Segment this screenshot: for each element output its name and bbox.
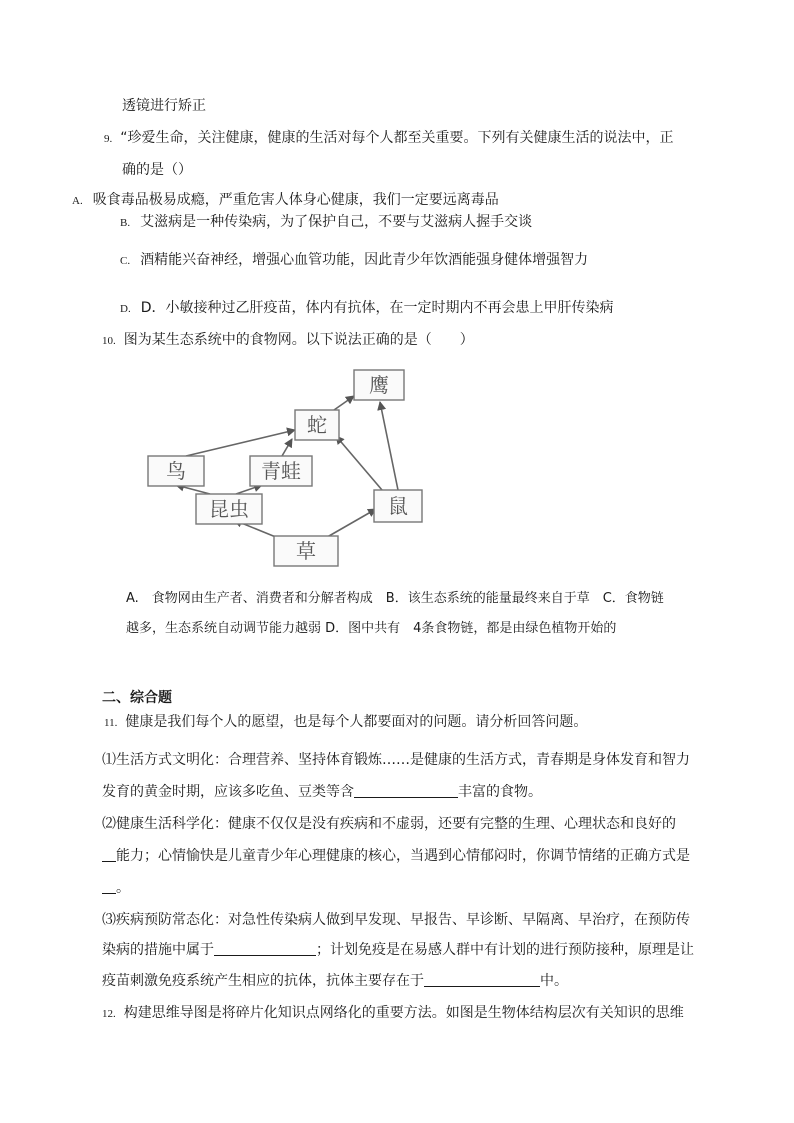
- q10-options-line2: 越多，生态系统自动调节能力越弱 D．图中共有 4条食物链，都是由绿色植物开始的: [126, 621, 617, 636]
- node-insect: 昆虫: [209, 497, 249, 521]
- section-title: 二、综合题: [102, 690, 172, 706]
- q11-blank-5[interactable]: [424, 972, 540, 987]
- node-snake: 蛇: [307, 413, 327, 437]
- q9-number: 9.: [104, 133, 113, 145]
- q9-option-b-label: B.: [120, 217, 131, 229]
- q9-option-d-text: D．小敏接种过乙肝疫苗，体内有抗体，在一定时期内不再会患上甲肝传染病: [140, 300, 614, 316]
- q11-p1-line2: [102, 782, 542, 802]
- q9-stem-line1: [104, 128, 674, 149]
- q9-option-a-text: 吸食毒品极易成瘾，严重危害人体身心健康，我们一定要远离毒品: [92, 192, 499, 208]
- q11-blank-2[interactable]: [102, 847, 116, 862]
- q9-option-a-label: A.: [72, 195, 83, 207]
- q11-blank-1[interactable]: [354, 783, 458, 798]
- q11-stem-text: 健康是我们每个人的愿望，也是每个人都要面对的问题。请分析回答问题。: [125, 714, 588, 730]
- node-frog: 青蛙: [261, 459, 301, 483]
- arrow-bird-to-snake: [186, 430, 295, 456]
- q9-option-c[interactable]: [120, 250, 588, 271]
- q11-p2-line1: ⑵健康生活科学化：健康不仅仅是没有疾病和不虚弱，还要有完整的生理、心理状态和良好的: [102, 816, 676, 832]
- q12-number: 12.: [102, 1008, 116, 1020]
- food-web-diagram: [140, 362, 440, 572]
- q11-stem-line: [104, 712, 587, 733]
- q9-option-b-text: 艾滋病是一种传染病，为了保护自己，不要与艾滋病人握手交谈: [140, 214, 533, 230]
- q11-p1-text-a: 发育的黄金时期，应该多吃鱼、豆类等含: [102, 784, 354, 800]
- q10-options-line1: A. 食物网由生产者、消费者和分解者构成 B．该生态系统的能量最终来自于草 C．食物链: [126, 591, 664, 606]
- arrow-frog-to-snake: [282, 439, 292, 456]
- q11-p3-line1: ⑶疾病预防常态化：对急性传染病人做到早发现、早报告、早诊断、早隔离、早治疗，在预防传: [102, 912, 690, 928]
- q11-p1-text-b: 丰富的食物。: [458, 784, 542, 800]
- q11-p2-line2: [102, 846, 690, 866]
- q9-option-c-label: C.: [120, 255, 131, 267]
- arrow-snake-to-eagle: [334, 396, 354, 410]
- q10-stem-text: 图为某生态系统中的食物网。以下说法正确的是（ ）: [123, 332, 474, 348]
- q11-p1-line1: ⑴生活方式文明化：合理营养、坚持体育锻炼……是健康的生活方式，青春期是身体发育和智力: [102, 752, 690, 768]
- q11-p3-text-b: ；计划免疫是在易感人群中有计划的进行预防接种，原理是让: [316, 942, 694, 958]
- node-eagle: 鹰: [369, 373, 389, 397]
- q9-stem-line2: 确的是（）: [122, 162, 192, 178]
- q8-tail-text: 透镜进行矫正: [122, 98, 206, 114]
- q11-p3-text-c: 疫苗刺激免疫系统产生相应的抗体，抗体主要存在于: [102, 973, 424, 989]
- q11-p3-text-d: 中。: [540, 973, 568, 989]
- q10-number: 10.: [102, 335, 116, 347]
- q9-option-d[interactable]: [120, 298, 613, 319]
- q11-p2-line3: [102, 878, 130, 898]
- q11-p3-line3: [102, 971, 568, 991]
- node-bird: 鸟: [166, 459, 186, 483]
- q9-option-a[interactable]: [72, 190, 499, 211]
- q12-stem-text: 构建思维导图是将碎片化知识点网络化的重要方法。如图是生物体结构层次有关知识的思维: [123, 1005, 684, 1021]
- node-grass: 草: [296, 539, 316, 563]
- q12-stem-line: [102, 1003, 684, 1024]
- q11-p2-text: 能力；心情愉快是儿童青少年心理健康的核心，当遇到心情郁闷时，你调节情绪的正确方式是: [116, 848, 690, 864]
- q11-blank-4[interactable]: [214, 941, 316, 956]
- q11-p3-line2: [102, 940, 694, 960]
- q9-option-d-label: D.: [120, 303, 131, 315]
- q11-p3-text-a: 染病的措施中属于: [102, 942, 214, 958]
- q11-blank-3[interactable]: [102, 879, 116, 894]
- arrow-mouse-to-eagle: [380, 402, 398, 490]
- q9-option-b[interactable]: [120, 212, 532, 233]
- q9-stem-text: “珍爱生命，关注健康，健康的生活对每个人都至关重要。下列有关健康生活的说法中，正: [120, 130, 674, 146]
- q10-stem-line: [102, 330, 474, 351]
- q11-p2-end: 。: [116, 880, 130, 896]
- node-mouse: 鼠: [388, 494, 408, 518]
- q9-option-c-text: 酒精能兴奋神经，增强心血管功能，因此青少年饮酒能强身健体增强智力: [140, 252, 589, 268]
- arrow-mouse-to-snake: [336, 436, 382, 490]
- q11-number: 11.: [104, 717, 118, 729]
